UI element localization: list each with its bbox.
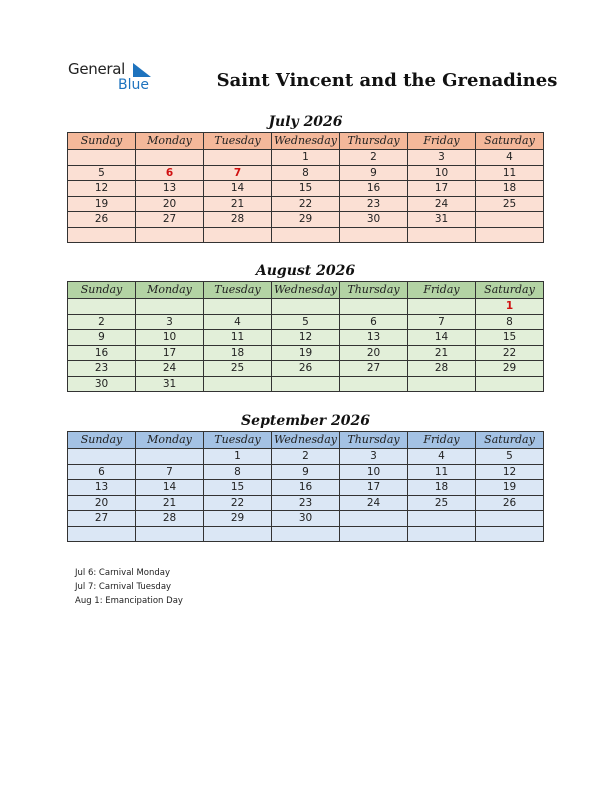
day-cell	[408, 511, 476, 527]
weekday-header: Wednesday	[272, 282, 340, 299]
weekday-header: Thursday	[340, 432, 408, 449]
month-title: July 2026	[268, 114, 343, 130]
weekday-header: Saturday	[476, 432, 544, 449]
week-row	[68, 299, 544, 315]
day-cell	[136, 526, 204, 542]
week-row	[68, 376, 544, 392]
day-cell: 2	[272, 449, 340, 465]
day-cell: 10	[408, 165, 476, 181]
weekday-header: Monday	[136, 432, 204, 449]
day-cell: 12	[68, 181, 136, 197]
day-cell	[476, 511, 544, 527]
day-cell: 4	[408, 449, 476, 465]
day-cell: 9	[272, 464, 340, 480]
day-cell: 7	[204, 165, 272, 181]
week-row	[68, 181, 544, 197]
weekday-header: Saturday	[476, 133, 544, 150]
day-cell: 21	[204, 196, 272, 212]
week-row	[68, 345, 544, 361]
day-cell: 24	[136, 361, 204, 377]
day-cell: 3	[408, 150, 476, 166]
holiday-item: Jul 6: Carnival Monday	[75, 568, 171, 578]
day-cell: 21	[408, 345, 476, 361]
weekday-header: Monday	[136, 133, 204, 150]
day-cell	[68, 299, 136, 315]
day-cell: 31	[136, 376, 204, 392]
week-row	[68, 464, 544, 480]
day-cell: 30	[68, 376, 136, 392]
day-cell	[204, 526, 272, 542]
week-row	[68, 227, 544, 243]
day-cell: 5	[68, 165, 136, 181]
day-cell	[408, 376, 476, 392]
day-cell: 1	[204, 449, 272, 465]
day-cell: 14	[408, 330, 476, 346]
holiday-list	[75, 566, 183, 608]
day-cell: 27	[68, 511, 136, 527]
weekday-header: Tuesday	[204, 133, 272, 150]
day-cell: 22	[272, 196, 340, 212]
day-cell: 3	[136, 314, 204, 330]
day-cell: 23	[272, 495, 340, 511]
day-cell	[204, 376, 272, 392]
day-cell: 8	[204, 464, 272, 480]
day-cell: 16	[272, 480, 340, 496]
day-cell: 18	[204, 345, 272, 361]
day-cell	[68, 150, 136, 166]
day-cell: 19	[272, 345, 340, 361]
day-cell	[476, 227, 544, 243]
weekday-header: Monday	[136, 282, 204, 299]
day-cell	[204, 150, 272, 166]
week-row	[68, 212, 544, 228]
day-cell: 23	[68, 361, 136, 377]
day-cell: 6	[136, 165, 204, 181]
weekday-header: Wednesday	[272, 432, 340, 449]
weekday-header: Sunday	[68, 432, 136, 449]
holiday-item: Jul 7: Carnival Tuesday	[75, 582, 172, 592]
day-cell	[340, 526, 408, 542]
day-cell	[204, 299, 272, 315]
day-cell: 4	[204, 314, 272, 330]
day-cell: 27	[340, 361, 408, 377]
day-cell: 13	[340, 330, 408, 346]
day-cell: 13	[68, 480, 136, 496]
day-cell	[476, 212, 544, 228]
day-cell: 1	[476, 299, 544, 315]
weekday-header: Friday	[408, 133, 476, 150]
day-cell: 10	[136, 330, 204, 346]
day-cell: 25	[476, 196, 544, 212]
day-cell: 23	[340, 196, 408, 212]
day-cell: 11	[476, 165, 544, 181]
calendar-table	[67, 132, 544, 243]
weekday-header: Tuesday	[204, 282, 272, 299]
day-cell: 5	[476, 449, 544, 465]
day-cell: 3	[340, 449, 408, 465]
day-cell	[340, 511, 408, 527]
day-cell: 17	[136, 345, 204, 361]
day-cell: 29	[272, 212, 340, 228]
day-cell	[340, 376, 408, 392]
day-cell: 1	[272, 150, 340, 166]
month-july	[67, 112, 544, 243]
weekday-header: Thursday	[340, 282, 408, 299]
day-cell: 6	[68, 464, 136, 480]
day-cell: 29	[476, 361, 544, 377]
week-row	[68, 330, 544, 346]
weekday-header: Tuesday	[204, 432, 272, 449]
day-cell: 19	[68, 196, 136, 212]
day-cell	[272, 227, 340, 243]
day-cell: 8	[272, 165, 340, 181]
day-cell: 24	[340, 495, 408, 511]
day-cell: 22	[476, 345, 544, 361]
week-row	[68, 526, 544, 542]
day-cell: 17	[340, 480, 408, 496]
day-cell: 16	[68, 345, 136, 361]
day-cell: 15	[476, 330, 544, 346]
week-row	[68, 314, 544, 330]
day-cell: 28	[204, 212, 272, 228]
week-row	[68, 196, 544, 212]
day-cell: 11	[204, 330, 272, 346]
day-cell: 27	[136, 212, 204, 228]
day-cell: 21	[136, 495, 204, 511]
day-cell: 25	[408, 495, 476, 511]
week-row	[68, 480, 544, 496]
day-cell: 20	[68, 495, 136, 511]
week-row	[68, 449, 544, 465]
week-row	[68, 511, 544, 527]
day-cell: 14	[136, 480, 204, 496]
day-cell	[408, 299, 476, 315]
day-cell: 22	[204, 495, 272, 511]
day-cell: 18	[408, 480, 476, 496]
day-cell	[476, 376, 544, 392]
day-cell: 26	[272, 361, 340, 377]
day-cell: 4	[476, 150, 544, 166]
day-cell: 28	[136, 511, 204, 527]
day-cell	[204, 227, 272, 243]
day-cell	[68, 526, 136, 542]
day-cell: 9	[68, 330, 136, 346]
week-row	[68, 150, 544, 166]
day-cell: 24	[408, 196, 476, 212]
day-cell: 11	[408, 464, 476, 480]
day-cell: 7	[136, 464, 204, 480]
day-cell: 19	[476, 480, 544, 496]
day-cell	[272, 299, 340, 315]
weekday-header-row	[68, 133, 544, 150]
day-cell: 28	[408, 361, 476, 377]
day-cell: 30	[340, 212, 408, 228]
day-cell: 20	[136, 196, 204, 212]
weekday-header: Friday	[408, 282, 476, 299]
month-title: August 2026	[255, 263, 356, 279]
day-cell	[408, 526, 476, 542]
day-cell	[68, 449, 136, 465]
day-cell	[340, 227, 408, 243]
day-cell: 12	[476, 464, 544, 480]
day-cell: 26	[476, 495, 544, 511]
holiday-item: Aug 1: Emancipation Day	[75, 596, 183, 606]
day-cell: 30	[272, 511, 340, 527]
day-cell: 6	[340, 314, 408, 330]
day-cell: 2	[340, 150, 408, 166]
weekday-header: Saturday	[476, 282, 544, 299]
day-cell: 16	[340, 181, 408, 197]
page-title: Saint Vincent and the Grenadines	[216, 70, 558, 91]
calendar-table	[67, 281, 544, 392]
day-cell	[476, 526, 544, 542]
logo-text-general: General	[68, 60, 126, 78]
day-cell	[408, 227, 476, 243]
month-september	[67, 411, 544, 542]
day-cell	[68, 227, 136, 243]
day-cell: 26	[68, 212, 136, 228]
day-cell: 17	[408, 181, 476, 197]
day-cell: 13	[136, 181, 204, 197]
day-cell: 29	[204, 511, 272, 527]
day-cell: 12	[272, 330, 340, 346]
day-cell: 2	[68, 314, 136, 330]
month-august	[67, 261, 544, 392]
day-cell: 20	[340, 345, 408, 361]
day-cell: 31	[408, 212, 476, 228]
week-row	[68, 165, 544, 181]
day-cell	[136, 299, 204, 315]
logo-text-blue: Blue	[118, 77, 149, 93]
week-row	[68, 361, 544, 377]
weekday-header: Thursday	[340, 133, 408, 150]
weekday-header: Friday	[408, 432, 476, 449]
weekday-header: Wednesday	[272, 133, 340, 150]
day-cell	[272, 526, 340, 542]
week-row	[68, 495, 544, 511]
weekday-header-row	[68, 432, 544, 449]
day-cell	[136, 150, 204, 166]
day-cell: 18	[476, 181, 544, 197]
day-cell: 5	[272, 314, 340, 330]
day-cell	[340, 299, 408, 315]
weekday-header: Sunday	[68, 133, 136, 150]
day-cell: 15	[272, 181, 340, 197]
month-title: September 2026	[241, 413, 370, 429]
day-cell: 8	[476, 314, 544, 330]
day-cell: 15	[204, 480, 272, 496]
day-cell: 9	[340, 165, 408, 181]
day-cell	[136, 449, 204, 465]
day-cell: 25	[204, 361, 272, 377]
calendar-table	[67, 431, 544, 542]
day-cell: 10	[340, 464, 408, 480]
weekday-header-row	[68, 282, 544, 299]
day-cell	[136, 227, 204, 243]
weekday-header: Sunday	[68, 282, 136, 299]
day-cell: 14	[204, 181, 272, 197]
logo	[68, 60, 168, 100]
day-cell	[272, 376, 340, 392]
day-cell: 7	[408, 314, 476, 330]
